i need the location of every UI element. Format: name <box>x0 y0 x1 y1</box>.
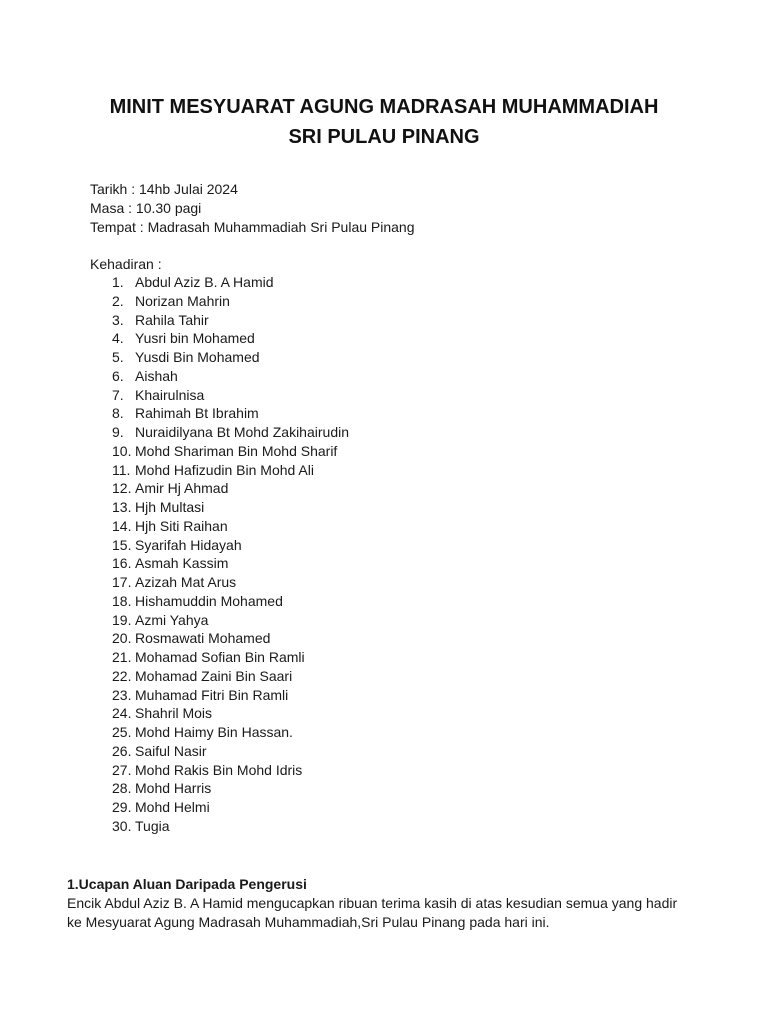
attendee-number: 28. <box>112 780 132 797</box>
attendee-number: 20. <box>112 630 132 647</box>
attendee-name: Rahila Tahir <box>135 311 209 328</box>
list-item <box>112 554 349 573</box>
attendance-list <box>112 273 349 836</box>
meeting-details <box>90 180 415 237</box>
attendee-number: 18. <box>112 592 132 609</box>
attendee-number: 23. <box>112 686 132 703</box>
attendee-number: 15. <box>112 536 132 553</box>
list-item <box>112 686 349 705</box>
list-item <box>112 629 349 648</box>
list-item <box>112 573 349 592</box>
attendee-number: 10. <box>112 442 132 459</box>
list-item <box>112 817 349 836</box>
attendee-name: Mohamad Sofian Bin Ramli <box>135 649 305 665</box>
attendee-name: Tugia <box>135 817 170 834</box>
attendee-name: Mohd Haimy Bin Hassan. <box>135 724 293 740</box>
section-body-line-1: Encik Abdul Aziz B. A Hamid mengucapkan ribuan terima kasih di atas kesudian semua yang hadir <box>67 895 678 911</box>
meeting-date: Tarikh : 14hb Julai 2024 <box>90 181 238 197</box>
attendee-name: Azizah Mat Arus <box>135 574 237 590</box>
attendee-number: 5. <box>112 349 124 365</box>
attendee-name: Hjh Multasi <box>135 499 205 515</box>
attendee-number: 29. <box>112 799 132 815</box>
attendee-name: Hjh Siti Raihan <box>135 517 228 534</box>
list-item <box>112 536 349 555</box>
attendee-number: 17. <box>112 574 132 590</box>
list-item <box>112 667 349 686</box>
attendee-name: Rahimah Bt Ibrahim <box>135 405 259 422</box>
attendee-name: Mohd Harris <box>135 780 212 797</box>
attendee-number: 3. <box>112 311 124 328</box>
attendee-number: 24. <box>112 705 132 722</box>
list-item <box>112 723 349 742</box>
meeting-time: Masa : 10.30 pagi <box>90 200 202 216</box>
list-item <box>112 479 349 498</box>
list-item <box>112 367 349 386</box>
attendee-number: 6. <box>112 367 124 384</box>
attendee-number: 16. <box>112 555 132 572</box>
attendee-name: Aishah <box>135 367 178 384</box>
attendee-name: Mohd Helmi <box>135 799 210 815</box>
attendee-name: Hishamuddin Mohamed <box>135 592 283 609</box>
attendee-number: 13. <box>112 499 132 515</box>
attendee-name: Shahril Mois <box>135 705 213 722</box>
list-item <box>112 329 349 348</box>
attendee-name: Asmah Kassim <box>135 555 229 572</box>
attendee-name: Khairulnisa <box>135 386 205 403</box>
attendee-number: 14. <box>112 517 132 534</box>
attendee-name: Mohd Shariman Bin Mohd Sharif <box>135 442 338 459</box>
document-title <box>0 92 768 152</box>
section-welcome <box>67 875 687 932</box>
list-item <box>112 742 349 761</box>
attendee-number: 27. <box>112 761 132 778</box>
attendee-name: Mohd Hafizudin Bin Mohd Ali <box>135 461 314 478</box>
attendee-number: 1. <box>112 274 124 290</box>
attendee-number: 21. <box>112 649 132 665</box>
list-item <box>112 798 349 817</box>
attendee-number: 7. <box>112 386 124 403</box>
attendee-name: Mohamad Zaini Bin Saari <box>135 667 293 684</box>
attendee-name: Syarifah Hidayah <box>135 536 242 553</box>
section-body-line-2: ke Mesyuarat Agung Madrasah Muhammadiah,Sri Pulau Pinang pada hari ini. <box>67 914 550 930</box>
attendee-name: Azmi Yahya <box>135 611 209 628</box>
attendee-number: 9. <box>112 424 124 440</box>
attendee-number: 2. <box>112 292 124 309</box>
attendee-number: 4. <box>112 330 124 347</box>
list-item <box>112 292 349 311</box>
attendee-number: 12. <box>112 480 132 497</box>
list-item <box>112 761 349 780</box>
list-item <box>112 648 349 667</box>
list-item <box>112 779 349 798</box>
attendee-name: Nuraidilyana Bt Mohd Zakihairudin <box>135 424 349 440</box>
list-item <box>112 611 349 630</box>
attendee-name: Mohd Rakis Bin Mohd Idris <box>135 761 303 778</box>
attendee-number: 8. <box>112 405 124 422</box>
attendee-name: Amir Hj Ahmad <box>135 480 229 497</box>
list-item <box>112 461 349 480</box>
attendee-number: 26. <box>112 742 132 759</box>
attendee-name: Saiful Nasir <box>135 742 207 759</box>
attendance-label: Kehadiran : <box>90 256 162 272</box>
meeting-venue: Tempat : Madrasah Muhammadiah Sri Pulau Pinang <box>90 219 415 235</box>
list-item <box>112 386 349 405</box>
list-item <box>112 404 349 423</box>
attendee-name: Rosmawati Mohamed <box>135 630 271 647</box>
attendee-number: 30. <box>112 817 132 834</box>
title-line-2: SRI PULAU PINANG <box>288 126 480 148</box>
list-item <box>112 498 349 517</box>
section-heading: 1.Ucapan Aluan Daripada Pengerusi <box>67 876 307 892</box>
attendee-name: Muhamad Fitri Bin Ramli <box>135 686 289 703</box>
list-item <box>112 311 349 330</box>
list-item <box>112 423 349 442</box>
attendee-number: 22. <box>112 667 132 684</box>
attendee-name: Abdul Aziz B. A Hamid <box>135 274 274 290</box>
attendee-name: Yusri bin Mohamed <box>135 330 255 347</box>
attendee-number: 25. <box>112 724 132 740</box>
list-item <box>112 704 349 723</box>
attendee-name: Norizan Mahrin <box>135 292 230 309</box>
attendee-number: 11. <box>112 461 131 478</box>
attendee-name: Yusdi Bin Mohamed <box>135 349 260 365</box>
title-line-1: MINIT MESYUARAT AGUNG MADRASAH MUHAMMADIAH <box>109 96 659 118</box>
list-item <box>112 442 349 461</box>
attendee-number: 19. <box>112 611 132 628</box>
list-item <box>112 273 349 292</box>
list-item <box>112 592 349 611</box>
list-item <box>112 348 349 367</box>
list-item <box>112 517 349 536</box>
